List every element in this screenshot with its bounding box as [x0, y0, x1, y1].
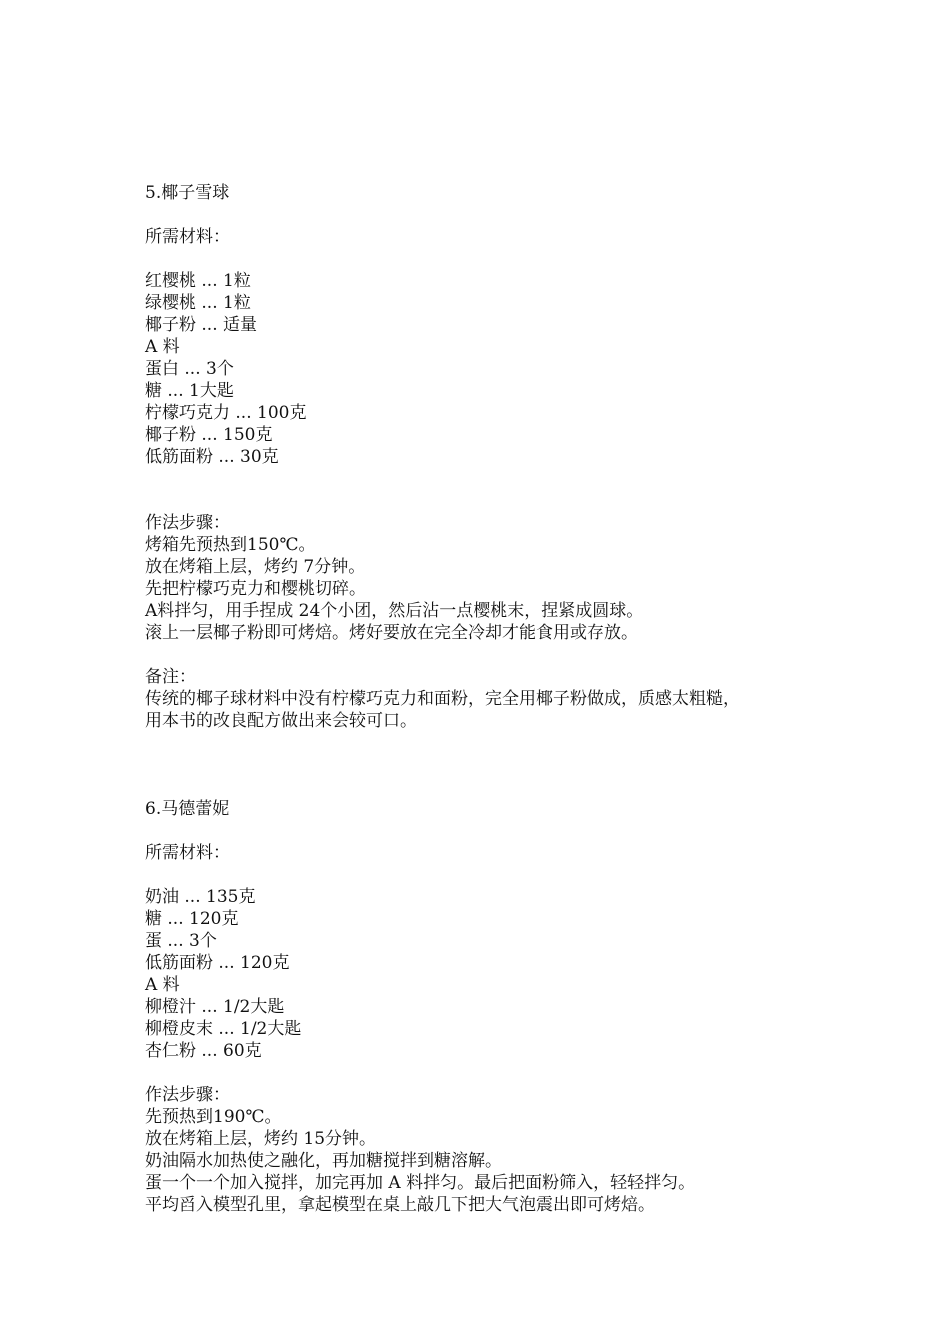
ingredient-item: 蛋白 ... 3个: [145, 359, 234, 379]
steps-list: [145, 534, 925, 644]
steps-heading: 作法步骤：: [145, 513, 230, 533]
note-line: 用本书的改良配方做出来会较可口。: [145, 711, 417, 731]
document-page: [145, 182, 925, 1216]
steps-heading: 作法步骤：: [145, 1085, 230, 1105]
step-item: 先把柠檬巧克力和樱桃切碎。: [145, 579, 366, 599]
ingredient-item: 椰子粉 ... 适量: [145, 315, 258, 335]
ingredient-item: 糖 ... 1大匙: [145, 381, 234, 401]
step-item: 蛋一个一个加入搅拌，加完再加 A 料拌匀。最后把面粉筛入，轻轻拌匀。: [145, 1173, 696, 1193]
recipe-title: 6.马德蕾妮: [145, 799, 230, 819]
ingredient-item: 柠檬巧克力 ... 100克: [145, 403, 307, 423]
steps-list: [145, 1106, 925, 1216]
ingredient-item: 柳橙皮末 ... 1/2大匙: [145, 1019, 302, 1039]
step-item: 烤箱先预热到150℃。: [145, 535, 316, 555]
step-item: 先预热到190℃。: [145, 1107, 282, 1127]
ingredient-item: 糖 ... 120克: [145, 909, 239, 929]
ingredients-list: [145, 886, 925, 1062]
ingredient-item: 杏仁粉 ... 60克: [145, 1041, 262, 1061]
ingredient-item: 红樱桃 ... 1粒: [145, 271, 251, 291]
notes-text: [145, 688, 925, 732]
step-item: 奶油隔水加热使之融化，再加糖搅拌到糖溶解。: [145, 1151, 502, 1171]
recipe-madeleine: [145, 798, 925, 1216]
recipe-title: 5.椰子雪球: [145, 183, 230, 203]
step-item: 放在烤箱上层，烤约 7分钟。: [145, 557, 366, 577]
ingredients-heading: 所需材料：: [145, 843, 230, 863]
step-item: A料拌匀，用手捏成 24个小团，然后沾一点樱桃末，捏紧成圆球。: [145, 601, 644, 621]
ingredient-item: 奶油 ... 135克: [145, 887, 256, 907]
ingredient-item: 绿樱桃 ... 1粒: [145, 293, 251, 313]
recipe-coconut-snowball: [145, 182, 925, 732]
step-item: 平均舀入模型孔里，拿起模型在桌上敲几下把大气泡震出即可烤焙。: [145, 1195, 655, 1215]
ingredient-item: 椰子粉 ... 150克: [145, 425, 273, 445]
step-item: 滚上一层椰子粉即可烤焙。烤好要放在完全冷却才能食用或存放。: [145, 623, 638, 643]
ingredient-item: 低筋面粉 ... 120克: [145, 953, 290, 973]
ingredient-item: 柳橙汁 ... 1/2大匙: [145, 997, 285, 1017]
ingredient-item: 低筋面粉 ... 30克: [145, 447, 279, 467]
note-line: 传统的椰子球材料中没有柠檬巧克力和面粉，完全用椰子粉做成，质感太粗糙，: [145, 689, 740, 709]
ingredient-item: 蛋 ... 3个: [145, 931, 217, 951]
ingredient-group-label: A 料: [145, 975, 180, 995]
ingredient-group-label: A 料: [145, 337, 180, 357]
step-item: 放在烤箱上层，烤约 15分钟。: [145, 1129, 377, 1149]
ingredients-heading: 所需材料：: [145, 227, 230, 247]
notes-heading: 备注：: [145, 667, 196, 687]
ingredients-list: [145, 270, 925, 468]
